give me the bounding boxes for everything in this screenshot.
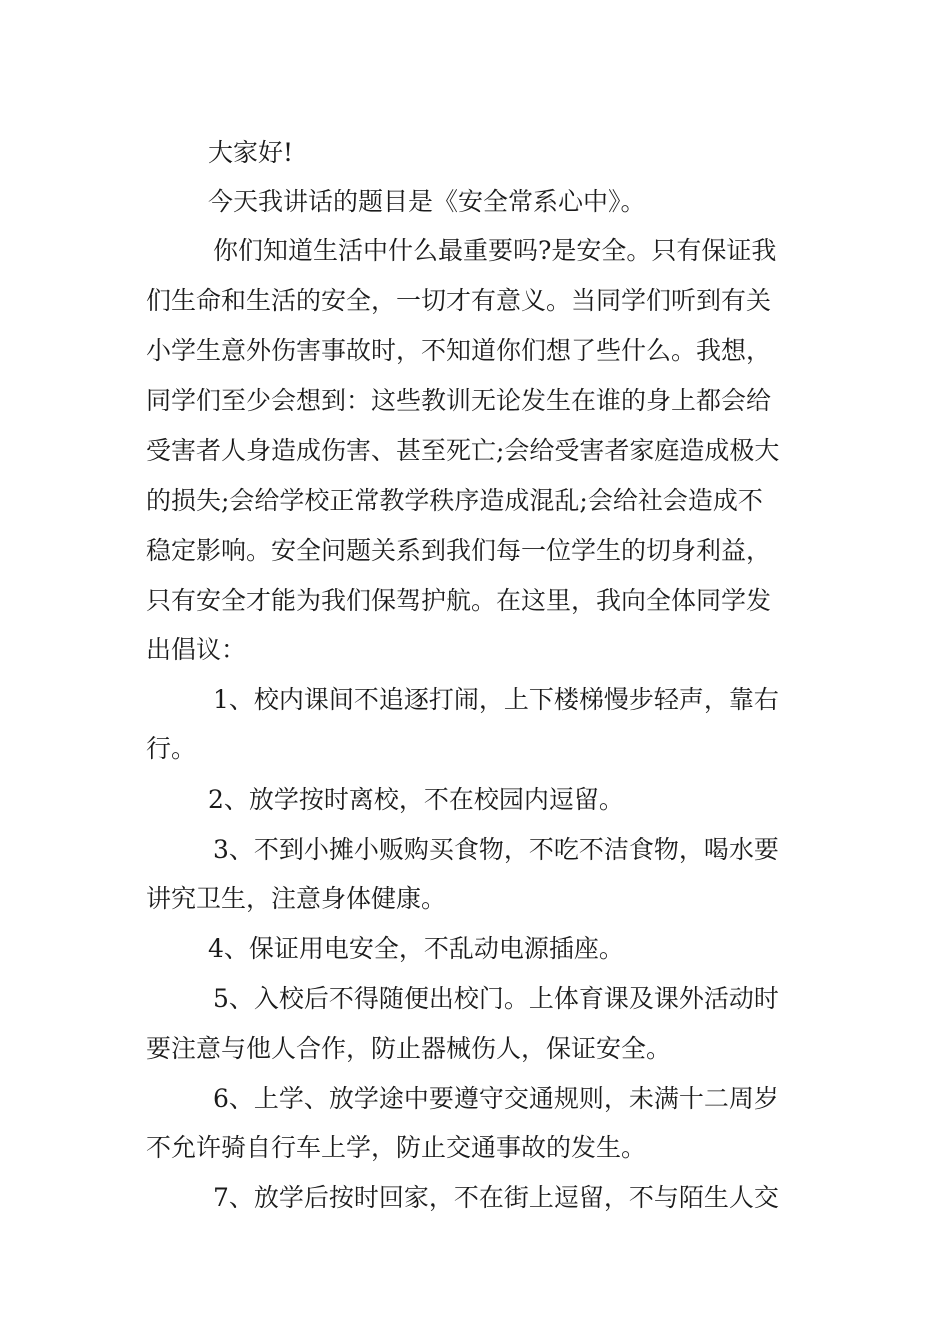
paragraph-line: 你们知道生活中什么最重要吗?是安全。只有保证我 [213,236,777,265]
list-item-2: 2、放学按时离校，不在校园内逗留。 [208,785,624,814]
list-item-3: 3、不到小摊小贩购买食物，不吃不洁食物，喝水要 [213,835,779,864]
paragraph-line: 只有安全才能为我们保驾护航。在这里，我向全体同学发 [146,586,772,615]
list-item-6-continuation: 不允许骑自行车上学，防止交通事故的发生。 [146,1133,647,1162]
paragraph-line: 同学们至少会想到：这些教训无论发生在谁的身上都会给 [146,386,772,415]
list-item-6: 6、上学、放学途中要遵守交通规则，未满十二周岁 [213,1084,779,1113]
list-item-7: 7、放学后按时回家，不在街上逗留，不与陌生人交 [213,1183,779,1212]
paragraph-line: 们生命和生活的安全，一切才有意义。当同学们听到有关 [146,286,772,315]
list-item-5-continuation: 要注意与他人合作，防止器械伤人，保证安全。 [146,1034,672,1063]
list-item-5: 5、入校后不得随便出校门。上体育课及课外活动时 [213,984,779,1013]
list-item-1-continuation: 行。 [146,734,197,763]
paragraph-line: 的损失;会给学校正常教学秩序造成混乱;会给社会造成不 [146,486,763,515]
paragraph-line: 小学生意外伤害事故时，不知道你们想了些什么。我想， [146,336,772,365]
paragraph-line: 稳定影响。安全问题关系到我们每一位学生的切身利益， [146,536,772,565]
list-item-4: 4、保证用电安全，不乱动电源插座。 [208,934,624,963]
list-item-3-continuation: 讲究卫生，注意身体健康。 [146,884,447,913]
speech-title-line: 今天我讲话的题目是《安全常系心中》。 [208,187,646,216]
greeting-line: 大家好! [208,138,294,167]
paragraph-line: 出倡议： [146,635,247,664]
list-item-1: 1、校内课间不追逐打闹，上下楼梯慢步轻声，靠右 [213,685,779,714]
paragraph-line: 受害者人身造成伤害、甚至死亡;会给受害者家庭造成极大 [146,436,780,465]
